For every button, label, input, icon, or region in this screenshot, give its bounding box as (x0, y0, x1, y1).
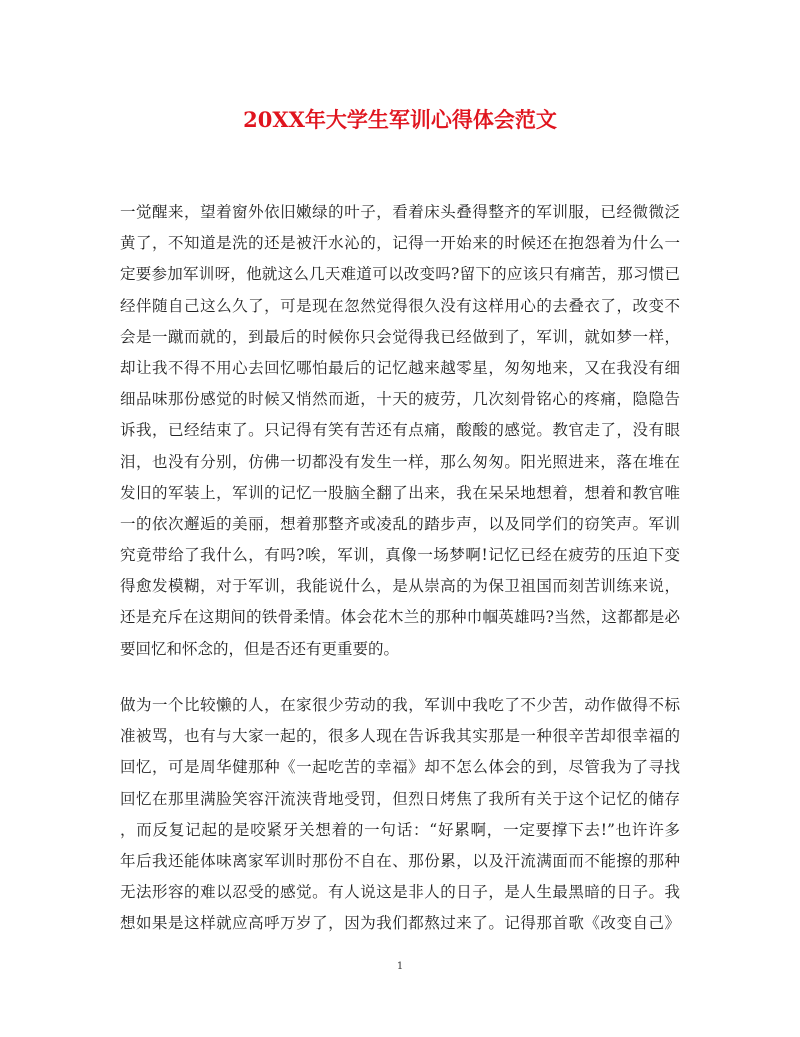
text-line: 年后我还能体味离家军训时那份不自在、那份累，以及汗流满面而不能擦的那种 (120, 851, 680, 870)
text-line: 经伴随自己这么久了，可是现在忽然觉得很久没有这样用心的去叠衣了，改变不 (120, 296, 680, 315)
text-line: 还是充斥在这期间的铁骨柔情。体会花木兰的那种巾帼英雄吗?当然，这都都是必 (120, 608, 680, 627)
text-line: ，而反复记起的是咬紧牙关想着的一句话：“好累啊，一定要撑下去!”也许许多 (120, 820, 680, 839)
text-line: 无法形容的难以忍受的感觉。有人说这是非人的日子，是人生最黑暗的日子。我 (120, 883, 680, 902)
text-line: 要回忆和怀念的，但是否还有更重要的。 (120, 639, 400, 658)
page-number: 1 (396, 961, 404, 972)
text-line: 回忆在那里满脸笑容汗流浃背地受罚，但烈日烤焦了我所有关于这个记忆的储存 (120, 789, 680, 808)
text-line: 定要参加军训呀，他就这么几天难道可以改变吗?留下的应该只有痛苦，那习惯已 (120, 265, 680, 284)
text-line: 究竟带给了我什么，有吗?唉，军训，真像一场梦啊!记忆已经在疲劳的压迫下变 (120, 546, 680, 565)
text-line: 一的依次邂逅的美丽，想着那整齐或凌乱的踏步声，以及同学们的窃笑声。军训 (120, 514, 680, 533)
document-title: 20XX年大学生军训心得体会范文 (243, 107, 557, 132)
text-line: 发旧的军装上，军训的记忆一股脑全翻了出来，我在呆呆地想着，想着和教官唯 (120, 483, 680, 502)
text-line: 准被骂，也有与大家一起的，很多人现在告诉我其实那是一种很辛苦却很幸福的 (120, 727, 680, 746)
text-line: 黄了，不知道是洗的还是被汗水沁的，记得一开始来的时候还在抱怨着为什么一 (120, 234, 680, 253)
paragraph-1 (120, 197, 680, 665)
text-line: 细品味那份感觉的时候又悄然而逝，十天的疲劳，几次刻骨铭心的疼痛，隐隐告 (120, 390, 680, 409)
text-line: 泪，也没有分别，仿佛一切都没有发生一样，那么匆匆。阳光照进来，落在堆在 (120, 452, 680, 471)
text-line: 得愈发模糊，对于军训，我能说什么，是从崇高的为保卫祖国而刻苦训练来说， (120, 577, 680, 596)
text-line: 回忆，可是周华健那种《一起吃苦的幸福》却不怎么体会的到，尽管我为了寻找 (120, 758, 680, 777)
paragraph-2 (120, 690, 680, 940)
text-line: 诉我，已经结束了。只记得有笑有苦还有点痛，酸酸的感觉。教官走了，没有眼 (120, 421, 680, 440)
text-line: 会是一蹴而就的，到最后的时候你只会觉得我已经做到了，军训，就如梦一样， (120, 327, 680, 346)
text-line: 一觉醒来，望着窗外依旧嫩绿的叶子，看着床头叠得整齐的军训服，已经微微泛 (120, 203, 680, 221)
text-line: 做为一个比较懒的人，在家很少劳动的我，军训中我吃了不少苦，动作做得不标 (120, 696, 680, 714)
text-line: 想如果是这样就应高呼万岁了，因为我们都熬过来了。记得那首歌《改变自己》 (120, 914, 680, 933)
text-line: 却让我不得不用心去回忆哪怕最后的记忆越来越零星，匆匆地来，又在我没有细 (120, 358, 680, 377)
